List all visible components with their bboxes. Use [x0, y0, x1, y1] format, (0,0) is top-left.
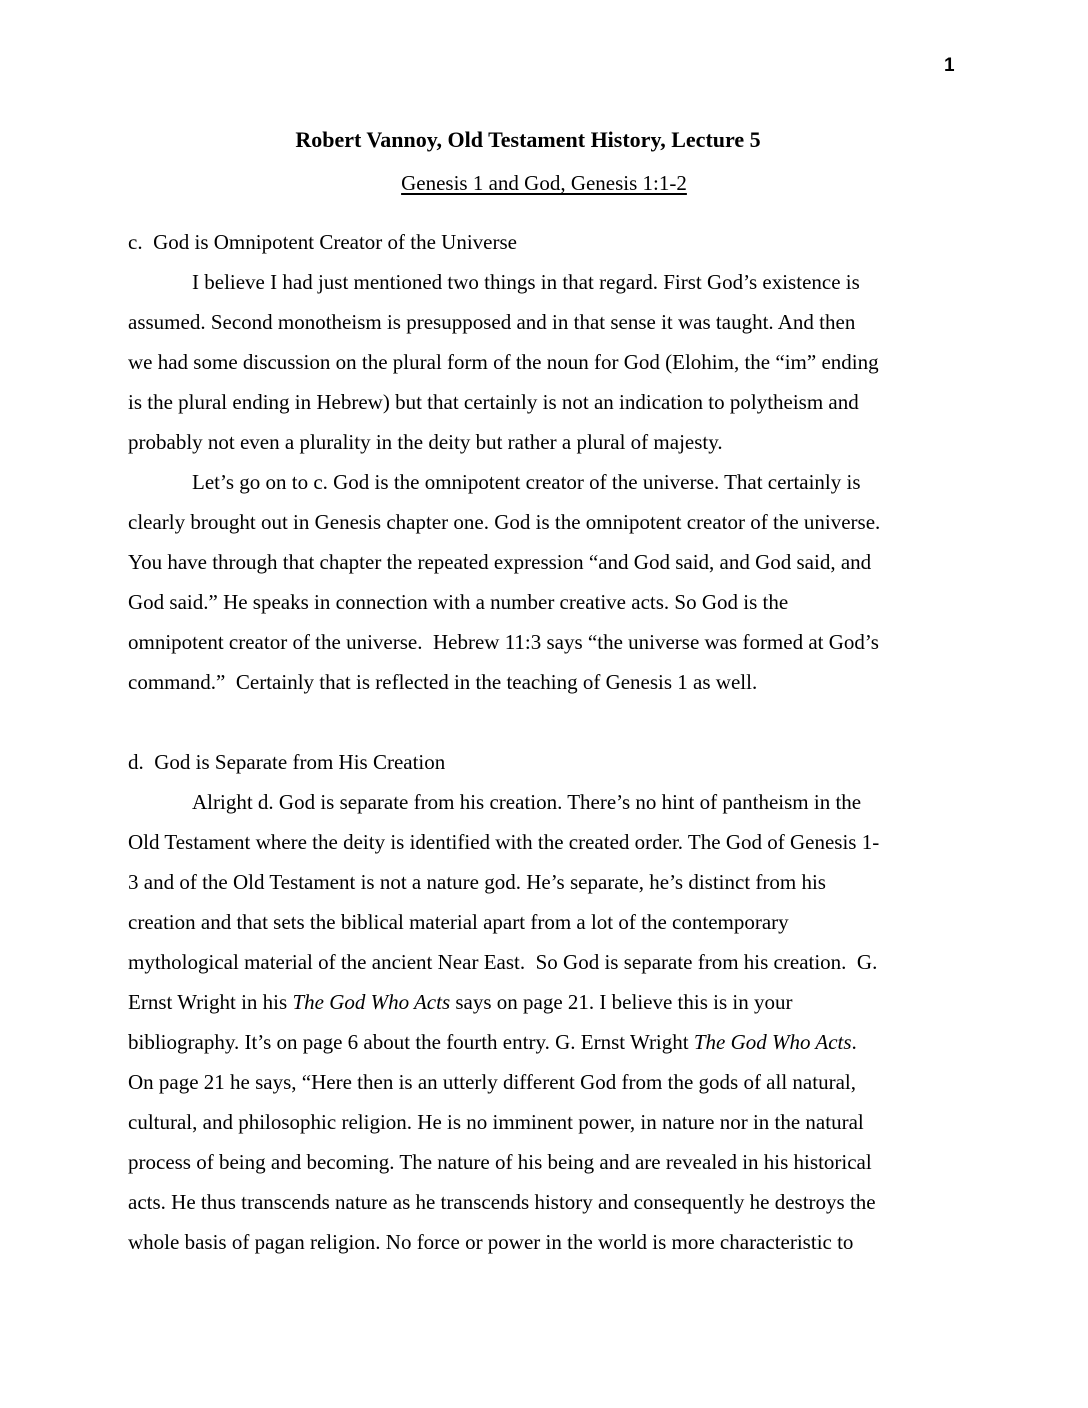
- text-line: assumed. Second monotheism is presupposed and in that sense it was taught. And then: [128, 310, 856, 334]
- text-line: omnipotent creator of the universe. Hebrew 11:3 says “the universe was formed at God’s: [128, 630, 879, 654]
- text-line: whole basis of pagan religion. No force or power in the world is more characteristic to: [128, 1230, 854, 1254]
- text-line: cultural, and philosophic religion. He is no imminent power, in nature nor in the natural: [128, 1110, 864, 1134]
- text-line: acts. He thus transcends nature as he transcends history and consequently he destroys the: [128, 1190, 876, 1214]
- document-section: [128, 222, 968, 702]
- text-line: process of being and becoming. The nature of his being and are revealed in his historical: [128, 1150, 872, 1174]
- text-line: 3 and of the Old Testament is not a nature god. He’s separate, he’s distinct from his: [128, 870, 826, 894]
- text-line: [128, 982, 968, 1022]
- text-segment: Ernst Wright in his: [128, 990, 293, 1014]
- text-line: I believe I had just mentioned two things in that regard. First God’s existence is: [192, 270, 860, 294]
- section-heading: c. God is Omnipotent Creator of the Universe: [128, 230, 517, 254]
- page-number: 1: [944, 55, 955, 76]
- text-line: Alright d. God is separate from his creation. There’s no hint of pantheism in the: [192, 790, 862, 814]
- section-heading: d. God is Separate from His Creation: [128, 750, 446, 774]
- text-segment: bibliography. It’s on page 6 about the fourth entry. G. Ernst Wright: [128, 1030, 694, 1054]
- text-line: command.” Certainly that is reflected in the teaching of Genesis 1 as well.: [128, 670, 758, 694]
- text-line: Old Testament where the deity is identified with the created order. The God of Genesis 1-: [128, 830, 880, 854]
- document-section: [128, 742, 968, 1262]
- text-line: probably not even a plurality in the deity but rather a plural of majesty.: [128, 430, 723, 454]
- document-subtitle: Genesis 1 and God, Genesis 1:1-2: [401, 171, 687, 195]
- text-line: [128, 1022, 968, 1062]
- paragraph: [128, 462, 968, 702]
- text-line: we had some discussion on the plural form of the noun for God (Elohim, the “im” ending: [128, 350, 879, 374]
- book-title-italic: The God Who Acts: [292, 990, 451, 1014]
- text-line: On page 21 he says, “Here then is an utterly different God from the gods of all natural,: [128, 1070, 856, 1094]
- book-title-italic: The God Who Acts: [693, 1030, 852, 1054]
- text-line: is the plural ending in Hebrew) but that certainly is not an indication to polytheism and: [128, 390, 859, 414]
- text-line: God said.” He speaks in connection with a number creative acts. So God is the: [128, 590, 789, 614]
- document-sections: [128, 222, 968, 1262]
- text-line: creation and that sets the biblical material apart from a lot of the contemporary: [128, 910, 789, 934]
- text-line: You have through that chapter the repeated expression “and God said, and God said, and: [128, 550, 872, 574]
- text-segment: says on page 21. I believe this is in your: [450, 990, 793, 1014]
- text-segment: .: [851, 1030, 857, 1054]
- text-line: mythological material of the ancient Near East. So God is separate from his creation. G.: [128, 950, 878, 974]
- paragraph: [128, 782, 968, 1262]
- text-line: Let’s go on to c. God is the omnipotent creator of the universe. That certainly is: [192, 470, 861, 494]
- text-line: clearly brought out in Genesis chapter one. God is the omnipotent creator of the universe.: [128, 510, 881, 534]
- document-title: Robert Vannoy, Old Testament History, Lecture 5: [295, 127, 761, 152]
- paragraph: [128, 262, 968, 462]
